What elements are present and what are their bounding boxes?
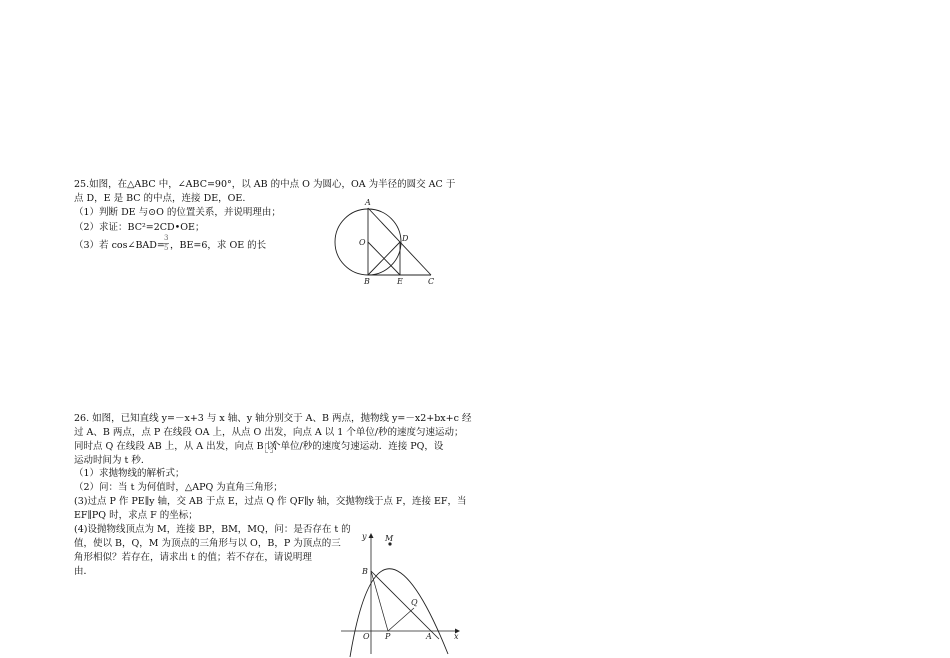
label-o: O	[359, 238, 366, 247]
q25-part-3-b: ，BE=6，求 OE 的长	[170, 240, 267, 251]
label-o: O	[363, 632, 370, 641]
q25-part-2: （2）求证：BC²=2CD•OE；	[74, 222, 205, 233]
q26-part-4-d: 由．	[74, 566, 94, 577]
label-m: M	[385, 534, 394, 543]
label-b: B	[364, 277, 370, 286]
q25-frac-numerator: 3	[164, 234, 169, 242]
q25-frac-denominator: 5	[164, 244, 169, 252]
q26-part-1: （1）求抛物线的解析式；	[74, 468, 185, 479]
label-a: A	[426, 632, 432, 641]
label-x: x	[454, 632, 459, 641]
q26-part-4-a: (4)设抛物线顶点为 M，连接 BP，BM，MQ，问：是否存在 t 的	[74, 524, 351, 535]
q26-line-3-a: 同时点 Q 在线段 AB 上，从 A 出发，向点 B 以	[74, 441, 277, 452]
label-c: C	[428, 277, 435, 286]
label-y: y	[362, 532, 367, 541]
label-e: E	[397, 277, 403, 286]
q25-part-1: （1）判断 DE 与⊙O 的位置关系，并说明理由；	[74, 207, 281, 218]
q26-part-4-b: 值，使以 B，Q，M 为顶点的三角形与以 O，B，P 为顶点的三	[74, 538, 341, 549]
q26-line-2: 过 A、B 两点，点 P 在线段 OA 上，从点 O 出发，向点 A 以 1 个单位/秒的速度匀速运动；	[74, 427, 464, 438]
segment-pq	[388, 608, 414, 631]
q26-line-3-b: 个单位/秒的速度匀速运动．连接 PQ，设	[271, 441, 444, 452]
q25-figure	[330, 195, 450, 290]
label-b: B	[362, 567, 368, 576]
q25-line-2: 点 D，E 是 BC 的中点，连接 DE，OE.	[74, 193, 246, 204]
label-p: P	[385, 632, 391, 641]
y-axis-arrow-icon	[369, 533, 374, 538]
q26-part-3-a: (3)过点 P 作 PE∥y 轴，交 AB 于点 E，过点 Q 作 QF∥y 轴，交抛物线于点 F，连接 EF，当	[74, 496, 467, 507]
label-q: Q	[411, 598, 418, 607]
label-d: D	[402, 234, 409, 243]
q26-line-4: 运动时间为 t 秒．	[74, 455, 151, 466]
q25-line-1: 25.如图，在△ABC 中，∠ABC=90°，以 AB 的中点 O 为圆心，OA 为半径的圆交 AC 于	[74, 179, 456, 190]
q26-part-3-b: EF∥PQ 时，求点 F 的坐标；	[74, 510, 198, 521]
q25-part-3-a: （3）若 cos∠BAD=	[74, 240, 165, 251]
parabola	[350, 569, 448, 657]
q26-part-4-c: 角形相似？若存在，请求出 t 的值；若不存在，请说明理	[74, 552, 312, 563]
line-ab	[371, 571, 439, 639]
q26-figure	[335, 532, 465, 657]
q26-part-2: （2）问：当 t 为何值时，△APQ 为直角三角形；	[74, 482, 283, 493]
label-a: A	[365, 198, 371, 207]
q26-line-1: 26. 如图，已知直线 y=－x+3 与 x 轴、y 轴分别交于 A、B 两点，抛物线 y=－x2+bx+c 经	[74, 413, 472, 424]
